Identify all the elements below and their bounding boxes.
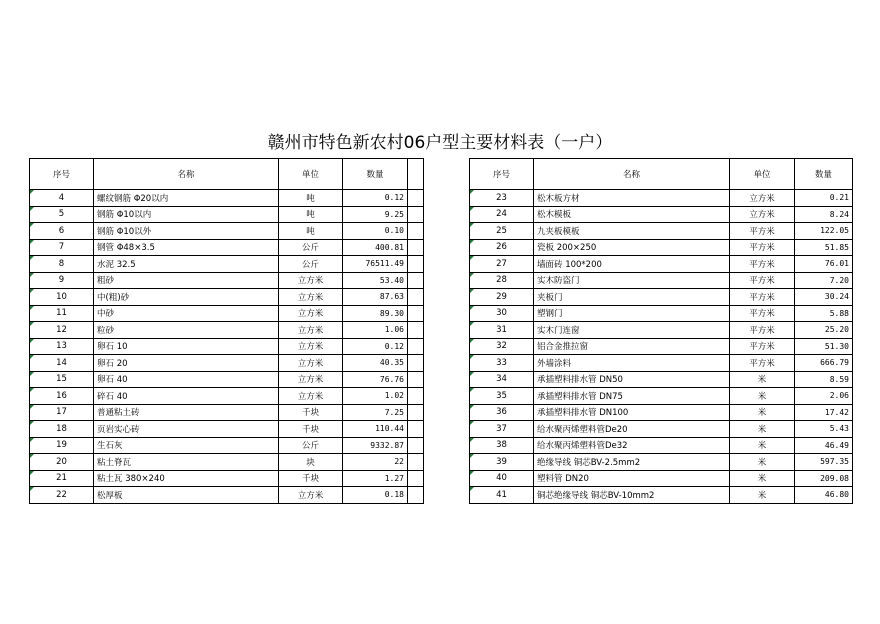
table-row: [30, 404, 424, 421]
material-quantity: 8.24: [795, 206, 853, 223]
material-quantity: 0.12: [343, 190, 408, 207]
material-quantity: 0.12: [343, 338, 408, 355]
material-quantity: 25.20: [795, 322, 853, 339]
material-name: 绝缘导线 铜芯BV-2.5mm2: [534, 454, 730, 471]
row-number: 40: [470, 470, 534, 487]
row-number: 32: [470, 338, 534, 355]
material-name: 钢筋 Φ10以外: [94, 223, 279, 240]
row-number: 22: [30, 487, 94, 504]
row-number: 4: [30, 190, 94, 207]
table-row: [30, 437, 424, 454]
table-row: [470, 206, 853, 223]
row-number: 10: [30, 289, 94, 306]
row-number: 39: [470, 454, 534, 471]
table-row: [470, 305, 853, 322]
material-name: 卵石 20: [94, 355, 279, 372]
material-unit: 立方米: [730, 190, 795, 207]
material-unit: 立方米: [279, 487, 343, 504]
header-qty: 数量: [343, 159, 408, 190]
table-row: [30, 239, 424, 256]
row-number: 25: [470, 223, 534, 240]
material-quantity: 5.88: [795, 305, 853, 322]
table-row: [470, 272, 853, 289]
material-unit: 平方米: [730, 239, 795, 256]
material-name: 碎石 40: [94, 388, 279, 405]
row-number: 37: [470, 421, 534, 438]
table-row: [30, 388, 424, 405]
row-number: 15: [30, 371, 94, 388]
spacer-cell: [408, 388, 424, 405]
material-unit: 米: [730, 437, 795, 454]
row-number: 20: [30, 454, 94, 471]
row-number: 36: [470, 404, 534, 421]
material-name: 铝合金推拉窗: [534, 338, 730, 355]
material-unit: 吨: [279, 223, 343, 240]
row-number: 29: [470, 289, 534, 306]
material-name: 给水聚丙烯塑料管De20: [534, 421, 730, 438]
material-unit: 米: [730, 371, 795, 388]
material-name: 粗砂: [94, 272, 279, 289]
table-row: [30, 371, 424, 388]
material-unit: 米: [730, 421, 795, 438]
material-quantity: 0.18: [343, 487, 408, 504]
spacer-cell: [408, 355, 424, 372]
table-row: [30, 305, 424, 322]
material-name: 夹板门: [534, 289, 730, 306]
row-number: 35: [470, 388, 534, 405]
material-name: 给水聚丙烯塑料管De32: [534, 437, 730, 454]
material-name: 松木模板: [534, 206, 730, 223]
material-unit: 平方米: [730, 272, 795, 289]
material-quantity: 53.40: [343, 272, 408, 289]
material-quantity: 89.30: [343, 305, 408, 322]
table-row: [30, 355, 424, 372]
material-name: 粘土脊瓦: [94, 454, 279, 471]
material-quantity: 46.49: [795, 437, 853, 454]
material-name: 水泥 32.5: [94, 256, 279, 273]
table-row: [30, 338, 424, 355]
material-unit: 公斤: [279, 256, 343, 273]
material-quantity: 1.06: [343, 322, 408, 339]
spacer-cell: [408, 322, 424, 339]
material-name: 实木防盗门: [534, 272, 730, 289]
material-name: 塑钢门: [534, 305, 730, 322]
row-number: 12: [30, 322, 94, 339]
header-no: 序号: [470, 159, 534, 190]
material-name: 螺纹钢筋 Φ20以内: [94, 190, 279, 207]
material-unit: 立方米: [279, 289, 343, 306]
table-header-row: [30, 159, 424, 190]
material-name: 粒砂: [94, 322, 279, 339]
material-unit: 立方米: [279, 272, 343, 289]
material-unit: 平方米: [730, 338, 795, 355]
material-quantity: 40.35: [343, 355, 408, 372]
row-number: 38: [470, 437, 534, 454]
material-name: 铜芯绝缘导线 铜芯BV-10mm2: [534, 487, 730, 504]
spacer-cell: [408, 421, 424, 438]
table-row: [30, 322, 424, 339]
material-quantity: 87.63: [343, 289, 408, 306]
material-name: 承插塑料排水管 DN100: [534, 404, 730, 421]
header-name: 名称: [534, 159, 730, 190]
material-quantity: 76.76: [343, 371, 408, 388]
spacer-cell: [408, 305, 424, 322]
row-number: 16: [30, 388, 94, 405]
material-name: 承插塑料排水管 DN75: [534, 388, 730, 405]
material-unit: 吨: [279, 190, 343, 207]
row-number: 8: [30, 256, 94, 273]
row-number: 26: [470, 239, 534, 256]
material-unit: 千块: [279, 470, 343, 487]
spacer-cell: [408, 159, 424, 190]
spacer-cell: [408, 272, 424, 289]
header-name: 名称: [94, 159, 279, 190]
material-quantity: 17.42: [795, 404, 853, 421]
material-unit: 米: [730, 487, 795, 504]
table-row: [470, 190, 853, 207]
material-quantity: 22: [343, 454, 408, 471]
table-row: [470, 322, 853, 339]
row-number: 23: [470, 190, 534, 207]
material-quantity: 7.20: [795, 272, 853, 289]
spacer-cell: [408, 404, 424, 421]
material-unit: 米: [730, 388, 795, 405]
table-row: [30, 256, 424, 273]
material-unit: 立方米: [279, 371, 343, 388]
material-unit: 立方米: [279, 305, 343, 322]
table-row: [470, 371, 853, 388]
material-quantity: 666.79: [795, 355, 853, 372]
material-unit: 公斤: [279, 437, 343, 454]
material-name: 松厚板: [94, 487, 279, 504]
material-name: 外墙涂料: [534, 355, 730, 372]
material-quantity: 209.08: [795, 470, 853, 487]
material-quantity: 1.27: [343, 470, 408, 487]
table-row: [30, 487, 424, 504]
row-number: 13: [30, 338, 94, 355]
material-name: 卵石 10: [94, 338, 279, 355]
table-row: [30, 289, 424, 306]
material-quantity: 110.44: [343, 421, 408, 438]
material-name: 墙面砖 100*200: [534, 256, 730, 273]
material-unit: 公斤: [279, 239, 343, 256]
materials-table-right: [469, 158, 853, 504]
material-name: 松木板方材: [534, 190, 730, 207]
table-row: [470, 256, 853, 273]
material-quantity: 122.05: [795, 223, 853, 240]
material-quantity: 9.25: [343, 206, 408, 223]
material-unit: 米: [730, 470, 795, 487]
table-row: [30, 190, 424, 207]
material-unit: 立方米: [279, 388, 343, 405]
table-row: [30, 454, 424, 471]
spacer-cell: [408, 223, 424, 240]
material-unit: 千块: [279, 421, 343, 438]
material-quantity: 46.80: [795, 487, 853, 504]
table-row: [470, 437, 853, 454]
material-quantity: 597.35: [795, 454, 853, 471]
table-row: [470, 487, 853, 504]
row-number: 14: [30, 355, 94, 372]
material-unit: 平方米: [730, 305, 795, 322]
material-unit: 立方米: [279, 338, 343, 355]
table-row: [470, 289, 853, 306]
spacer-cell: [408, 239, 424, 256]
material-name: 中砂: [94, 305, 279, 322]
spacer-cell: [408, 190, 424, 207]
material-quantity: 5.43: [795, 421, 853, 438]
spacer-cell: [408, 371, 424, 388]
material-name: 生石灰: [94, 437, 279, 454]
row-number: 33: [470, 355, 534, 372]
material-quantity: 51.30: [795, 338, 853, 355]
table-row: [30, 470, 424, 487]
row-number: 9: [30, 272, 94, 289]
spacer-cell: [408, 470, 424, 487]
material-name: 九夹板模板: [534, 223, 730, 240]
materials-table-left: [29, 158, 424, 504]
header-unit: 单位: [279, 159, 343, 190]
row-number: 5: [30, 206, 94, 223]
header-unit: 单位: [730, 159, 795, 190]
material-name: 钢筋 Φ10以内: [94, 206, 279, 223]
spacer-cell: [408, 454, 424, 471]
material-name: 卵石 40: [94, 371, 279, 388]
table-row: [470, 239, 853, 256]
material-name: 粘土瓦 380×240: [94, 470, 279, 487]
table-row: [470, 223, 853, 240]
row-number: 11: [30, 305, 94, 322]
page-title: 赣州市特色新农村06户型主要材料表（一户）: [267, 133, 613, 153]
material-quantity: 8.59: [795, 371, 853, 388]
material-quantity: 7.25: [343, 404, 408, 421]
table-row: [470, 470, 853, 487]
table-row: [30, 421, 424, 438]
material-quantity: 0.10: [343, 223, 408, 240]
spacer-cell: [408, 338, 424, 355]
table-row: [470, 421, 853, 438]
material-name: 塑料管 DN20: [534, 470, 730, 487]
material-quantity: 9332.87: [343, 437, 408, 454]
table-row: [30, 206, 424, 223]
material-name: 瓷板 200×250: [534, 239, 730, 256]
row-number: 7: [30, 239, 94, 256]
row-number: 24: [470, 206, 534, 223]
table-row: [470, 404, 853, 421]
material-unit: 吨: [279, 206, 343, 223]
material-quantity: 76.01: [795, 256, 853, 273]
table-row: [470, 454, 853, 471]
header-qty: 数量: [795, 159, 853, 190]
row-number: 41: [470, 487, 534, 504]
material-unit: 平方米: [730, 223, 795, 240]
material-quantity: 0.21: [795, 190, 853, 207]
row-number: 18: [30, 421, 94, 438]
material-name: 承插塑料排水管 DN50: [534, 371, 730, 388]
row-number: 6: [30, 223, 94, 240]
material-name: 中(粗)砂: [94, 289, 279, 306]
spacer-cell: [408, 206, 424, 223]
material-name: 实木门连窗: [534, 322, 730, 339]
row-number: 31: [470, 322, 534, 339]
table-row: [470, 355, 853, 372]
material-quantity: 2.06: [795, 388, 853, 405]
table-body: [470, 190, 853, 504]
row-number: 17: [30, 404, 94, 421]
material-unit: 立方米: [730, 206, 795, 223]
material-unit: 平方米: [730, 289, 795, 306]
material-unit: 平方米: [730, 256, 795, 273]
material-quantity: 1.02: [343, 388, 408, 405]
table-row: [30, 272, 424, 289]
material-unit: 平方米: [730, 322, 795, 339]
material-quantity: 30.24: [795, 289, 853, 306]
material-unit: 立方米: [279, 355, 343, 372]
row-number: 27: [470, 256, 534, 273]
header-no: 序号: [30, 159, 94, 190]
table-body: [30, 190, 424, 504]
material-name: 普通粘土砖: [94, 404, 279, 421]
material-unit: 块: [279, 454, 343, 471]
table-row: [470, 388, 853, 405]
material-quantity: 76511.49: [343, 256, 408, 273]
spacer-cell: [408, 437, 424, 454]
spacer-cell: [408, 256, 424, 273]
material-quantity: 51.85: [795, 239, 853, 256]
spacer-cell: [408, 289, 424, 306]
row-number: 21: [30, 470, 94, 487]
material-quantity: 400.81: [343, 239, 408, 256]
table-row: [470, 338, 853, 355]
material-unit: 米: [730, 454, 795, 471]
row-number: 19: [30, 437, 94, 454]
row-number: 30: [470, 305, 534, 322]
row-number: 28: [470, 272, 534, 289]
material-name: 页岩实心砖: [94, 421, 279, 438]
spacer-cell: [408, 487, 424, 504]
row-number: 34: [470, 371, 534, 388]
table-header-row: [470, 159, 853, 190]
material-unit: 千块: [279, 404, 343, 421]
material-unit: 立方米: [279, 322, 343, 339]
material-unit: 平方米: [730, 355, 795, 372]
material-unit: 米: [730, 404, 795, 421]
material-name: 钢管 Φ48×3.5: [94, 239, 279, 256]
table-row: [30, 223, 424, 240]
